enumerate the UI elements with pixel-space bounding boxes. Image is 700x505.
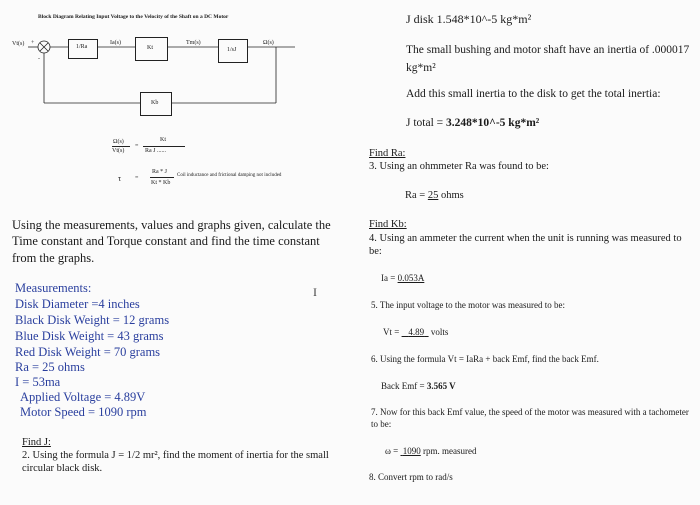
tau-symbol: τ	[118, 174, 122, 183]
signal-tm: Tm(s)	[186, 40, 201, 46]
find-j-text: 2. Using the formula J = 1/2 mr², find the moment of inertia for the small circular black disk.	[22, 450, 329, 475]
block-kb: Kb	[140, 92, 172, 116]
back-emf: Back Emf = 3.565 V	[381, 381, 456, 391]
bushing-text: The small bushing and motor shaft have an inertia of .000017 kg*m²	[406, 44, 690, 75]
add-inertia-text: Add this small inertia to the disk to get the total inertia:	[406, 88, 661, 100]
tf-lhs-den: Vt(s)	[112, 148, 125, 154]
find-j-title: Find J:	[22, 437, 51, 448]
svg-text:-: -	[38, 56, 40, 62]
signal-vt: Vt(s)	[12, 41, 25, 47]
find-ra-text: 3. Using an ohmmeter Ra was found to be:	[369, 161, 549, 172]
measurement-item: Disk Diameter =4 inches	[15, 297, 140, 311]
measurement-item: Blue Disk Weight = 43 grams	[15, 329, 164, 343]
block-1-over-ra: 1/Ra	[68, 39, 98, 59]
step-6-text: 6. Using the formula Vt = IaRa + back Emf, find the back Emf.	[371, 354, 599, 364]
signal-omega: Ω(s)	[263, 40, 274, 46]
vt-value: Vt = 4.89 volts	[383, 327, 449, 337]
tf-eq: =	[135, 143, 139, 149]
measurement-item: Ra = 25 ohms	[15, 360, 85, 374]
measurement-item: I = 53ma	[15, 375, 61, 389]
j-disk: J disk 1.548*10^-5 kg*m²	[406, 12, 532, 26]
measurement-item: Red Disk Weight = 70 grams	[15, 345, 161, 359]
step-5-text: 5. The input voltage to the motor was measured to be:	[371, 300, 566, 310]
ra-value: Ra = 25 ohms	[405, 190, 464, 201]
block-kt: Kt	[135, 37, 168, 61]
tau-num: Ra * J	[152, 169, 167, 175]
tf-rhs-num: Kt	[160, 137, 166, 143]
find-kb-title: Find Kb:	[369, 219, 407, 230]
diagram-title: Block Diagram Relating Input Voltage to the Velocity of the Shaft on a DC Motor	[38, 14, 229, 20]
measurement-item: Black Disk Weight = 12 grams	[15, 313, 170, 327]
tau-note: Coil inductance and frictional damping not included	[177, 173, 282, 178]
task-text: Using the measurements, values and graphs given, calculate the Time constant and Torque constant and find the time constant from the graphs.	[12, 218, 331, 265]
tau-den: Kt * Kb	[151, 180, 171, 186]
find-ra-title: Find Ra:	[369, 148, 406, 159]
measurement-item: Motor Speed = 1090 rpm	[20, 405, 147, 419]
tf-lhs-line	[112, 146, 130, 147]
signal-ia: Ia(s)	[110, 40, 121, 46]
text-cursor-icon: I	[313, 285, 317, 299]
j-total: J total = 3.248*10^-5 kg*m²	[406, 117, 540, 129]
omega-value: ω = 1090 rpm. measured	[385, 446, 477, 456]
ia-value: Ia = 0.053A	[381, 273, 425, 283]
tau-eq: =	[135, 175, 139, 181]
step-8-text: 8. Convert rpm to rad/s	[369, 472, 453, 482]
svg-text:+: +	[31, 40, 35, 46]
step-7-text: 7. Now for this back Emf value, the speed of the motor was measured with a tachometer to be:	[371, 407, 689, 430]
find-kb-text: 4. Using an ammeter the current when the unit is running was measured to be:	[369, 233, 682, 258]
tf-rhs-den: Ra J ......	[145, 148, 166, 154]
block-1-over-sj: 1/sJ	[218, 39, 248, 63]
measurement-item: Applied Voltage = 4.89V	[20, 390, 146, 404]
measurements-title: Measurements:	[15, 281, 92, 295]
tf-lhs-num: Ω(s)	[113, 139, 124, 145]
tau-line	[150, 177, 174, 178]
tf-rhs-line	[143, 146, 185, 147]
